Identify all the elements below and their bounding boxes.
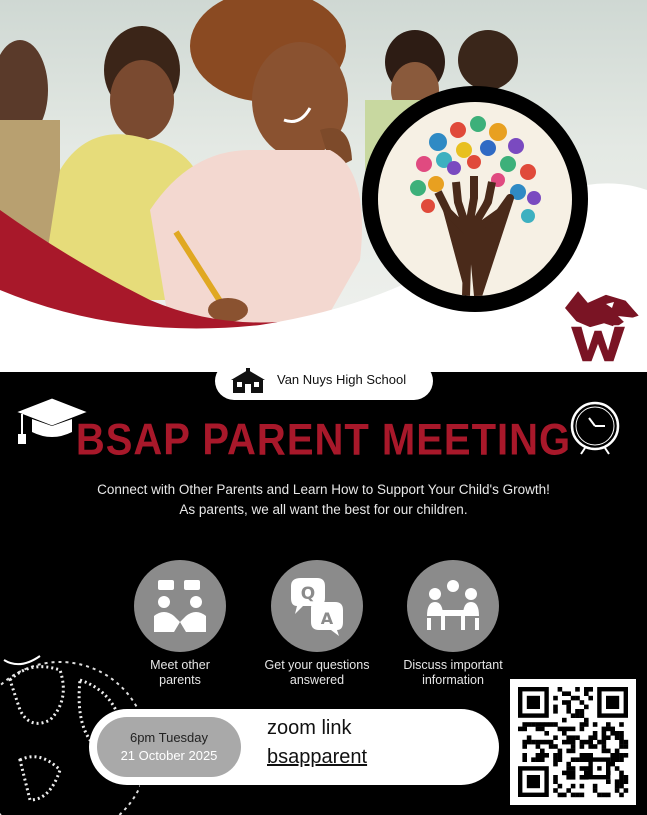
feature-questions-answered [242, 560, 392, 688]
zoom-link[interactable]: bsapparent [267, 746, 368, 768]
questions-answers-icon [271, 560, 363, 652]
students-photo [0, 0, 647, 372]
qr-code[interactable] [510, 679, 636, 805]
school-name-pill [215, 362, 433, 400]
school-name: Van Nuys High School [277, 372, 407, 387]
meeting-info-pill [89, 709, 499, 785]
hands-tree-image-frame [362, 86, 588, 312]
discussion-table-icon [407, 560, 499, 652]
event-description: Connect with Other Parents and Learn How to Support Your Child's Growth! As parents, we all want the best for our children. [97, 482, 550, 517]
date-time-badge [97, 717, 241, 777]
event-title: BSAP PARENT MEETING [75, 415, 572, 465]
meet-parents-icon [134, 560, 226, 652]
hands-tree-image [378, 102, 572, 296]
meeting-date: 21 October 2025 [120, 748, 218, 763]
svg-text:Q: Q [300, 584, 316, 604]
feature-discuss-information [378, 560, 528, 688]
feature-label: Meet other parents [150, 658, 210, 687]
wolf-mascot-logo [556, 286, 642, 366]
svg-text:A: A [320, 609, 334, 628]
schoolhouse-icon [229, 368, 267, 394]
meeting-time: 6pm Tuesday [129, 730, 209, 745]
feature-label: Get your questions answered [264, 658, 370, 687]
zoom-link-label: zoom link [267, 717, 352, 739]
feature-label: Discuss important information [403, 658, 503, 687]
